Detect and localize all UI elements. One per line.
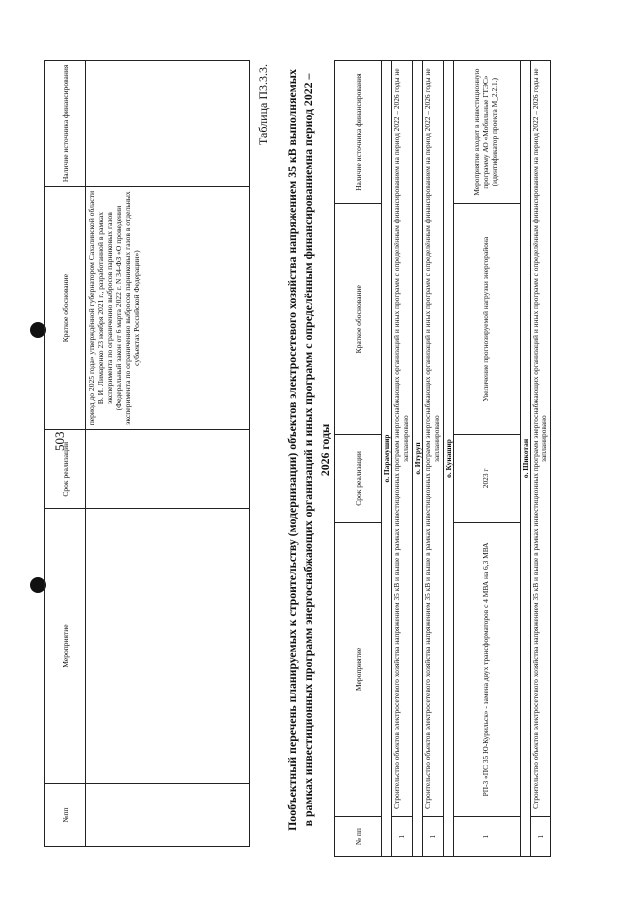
col-header-funding: Наличие источника финансирования [335,61,382,204]
row-text: Строительство объектов электросетевого хозяйства напряжением 35 кВ и выше в рамках инвестиционных программ энергоснабжающих организаций и иных программ с определённым финансированием на период 2022 – 2026 годы не запланировано [422,61,443,817]
col-header-num: №пп [45,784,86,847]
col-header-funding: Наличие источника финансирования [45,61,86,187]
island-header: о. Шикотан [520,61,530,857]
cell-justification: период до 2025 года» утверждённой губернатором Сахалинской области В. И. Лимаренко 23 ноября 2021 г., разработанной в рамках эксперимента по ограничению выбросов парниковых газов (Федеральный закон от 6 марта 2022 г. N 34-ФЗ «О проведении эксперимента по ограничению выбросов парниковых газов в отдельных субъектах Российской Федерации») [86,186,250,430]
row-num: 1 [392,817,413,857]
cell-term [86,430,250,509]
cell-num [86,784,250,847]
col-header-term: Срок реализации [45,430,86,509]
row-text: Строительство объектов электросетевого хозяйства напряжением 35 кВ и выше в рамках инвестиционных программ энергоснабжающих организаций и иных программ с определённым финансированием на период 2022 – 2026 годы не запланировано [530,61,551,817]
row-justification: Увеличение прогнозируемой нагрузки энергорайона [453,204,520,435]
row-funding: Мероприятие входит в инвестиционную программу АО «Мобильные ГТЭС» (идентификатор проекта M_2.2.1.) [453,61,520,204]
row-num: 1 [453,817,520,857]
row-term: 2023 г [453,435,520,523]
row-text: Строительство объектов электросетевого хозяйства напряжением 35 кВ и выше в рамках инвестиционных программ энергоснабжающих организаций и иных программ с определённым финансированием на период 2022 – 2026 годы не запланировано [392,61,413,817]
continuation-table [44,60,250,847]
table-title: Пообъектный перечень планируемых к строительству (модернизации) объектов электросетевого хозяйства напряжением 35 кВ выполняемых в рамках инвестиционных программ энергоснабжающих организаций и иных программ с определённым финансированиемна период 2022 – 2026 годы [285,69,332,831]
island-header: о. Кунашир [443,61,453,857]
island-header: о. Итуруп [412,61,422,857]
cell-measure [86,509,250,784]
col-header-term: Срок реализации [335,435,382,523]
row-num: 1 [422,817,443,857]
col-header-measure: Мероприятие [335,522,382,817]
main-table [334,60,551,857]
col-header-measure: Мероприятие [45,509,86,784]
row-num: 1 [530,817,551,857]
island-header: о. Парамушир [382,61,392,857]
page-number: 503 [52,431,67,451]
cell-funding [86,61,250,187]
col-header-num: № пп [335,817,382,857]
col-header-justification: Краткое обоснование [335,204,382,435]
table-label: Таблица П3.3.3. [256,64,270,145]
row-measure: РП-3 «ПС 35 Ю-Курильск» - замена двух трансформаторов с 4 МВА на 6,3 МВА [453,522,520,817]
col-header-justification: Краткое обоснование [45,186,86,430]
